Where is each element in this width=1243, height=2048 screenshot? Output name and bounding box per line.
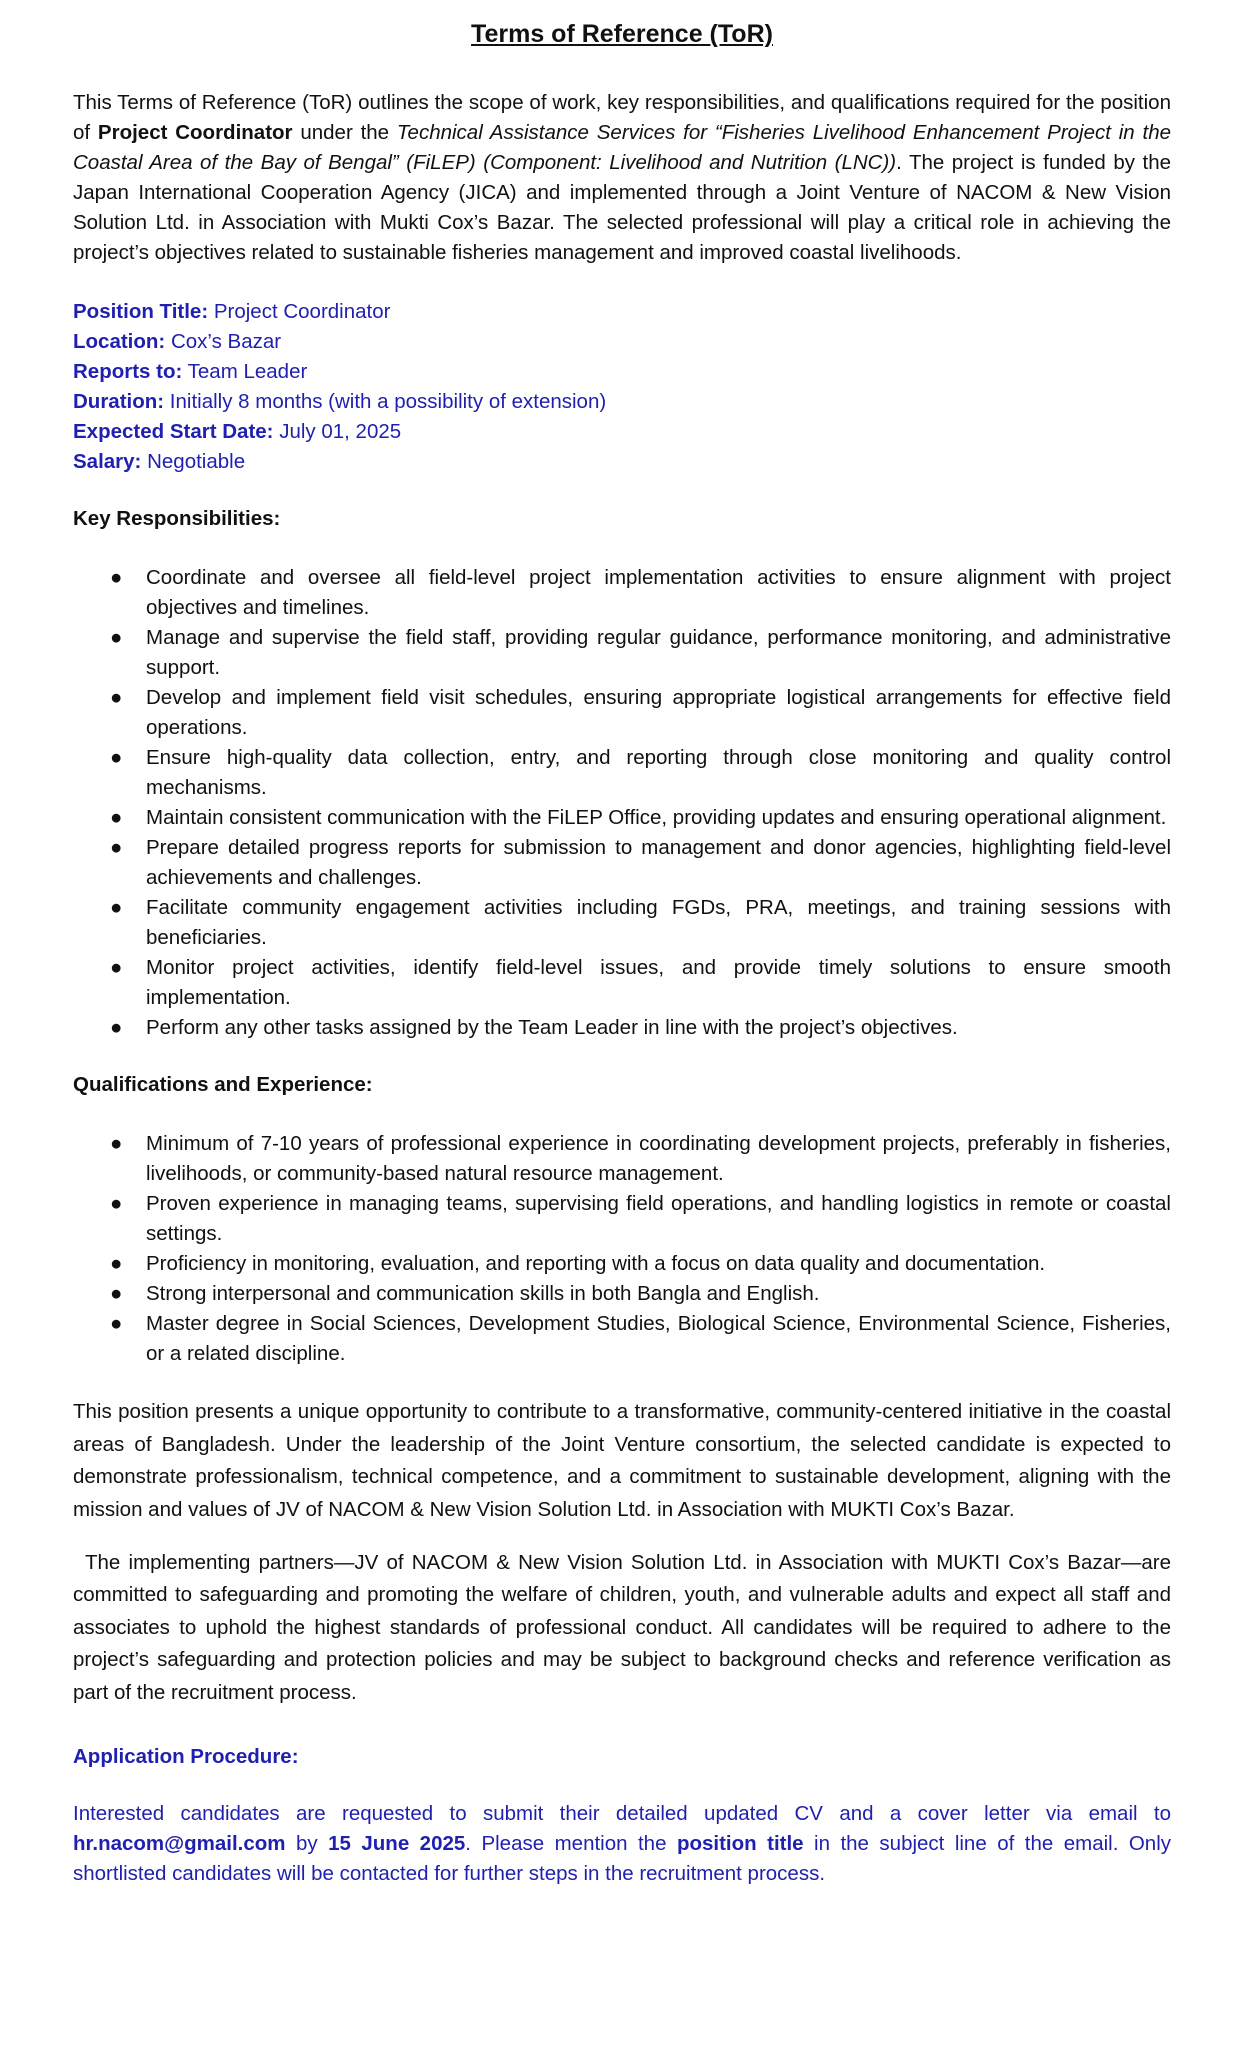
list-item bbox=[73, 623, 1171, 683]
list-item bbox=[73, 803, 1171, 833]
list-item bbox=[73, 1189, 1171, 1249]
intro-project-name: Technical Assistance Services for “Fisheries Livelihood Enhancement Project in the Coastal Area of the Bay of Bengal” (FiLEP) (Component: Livelihood and Nutrition (LNC)) bbox=[73, 121, 1172, 174]
bullet-icon: ● bbox=[110, 566, 123, 589]
intro-text-3: . The project is funded by the Japan International Cooperation Agency (JICA) and implemented through a Joint Venture of NACOM & New Vision Solution Ltd. in Association with Mukti Cox’s Bazar. The selected professional will play a critical role in achieving the project’s objectives related to sustainable fisheries management and improved coastal livelihoods. bbox=[73, 151, 1171, 264]
responsibilities-list bbox=[73, 563, 1171, 1043]
detail-start-date bbox=[73, 417, 1171, 447]
detail-label: Duration: bbox=[73, 390, 165, 413]
qualifications-list bbox=[73, 1129, 1171, 1369]
detail-value: Cox’s Bazar bbox=[165, 330, 282, 353]
application-email-link[interactable]: hr.nacom@gmail.com bbox=[73, 1832, 286, 1855]
detail-label: Salary: bbox=[73, 450, 142, 473]
bullet-icon: ● bbox=[110, 806, 123, 829]
position-details bbox=[73, 297, 1171, 477]
list-item-text: Coordinate and oversee all field-level project implementation activities to ensure alignment with project objectives and timelines. bbox=[146, 566, 1171, 619]
list-item-text: Ensure high-quality data collection, entry, and reporting through close monitoring and quality control mechanisms. bbox=[146, 746, 1171, 799]
closing-paragraph-safeguarding: The implementing partners—JV of NACOM & New Vision Solution Ltd. in Association with MUKTI Cox’s Bazar—are committed to safeguarding and promoting the welfare of children, youth, and vulnerable adults and expect all staff and associates to uphold the highest standards of professional conduct. All candidates will be required to adhere to the project’s safeguarding and protection policies and may be subject to background checks and reference verification as part of the recruitment process. bbox=[73, 1550, 1171, 1704]
bullet-icon: ● bbox=[110, 1016, 123, 1039]
detail-value: Initially 8 months (with a possibility of extension) bbox=[164, 390, 607, 413]
application-text-1: Interested candidates are requested to submit their detailed updated CV and a cover letter via email to bbox=[73, 1802, 1171, 1825]
list-item-text: Strong interpersonal and communication skills in both Bangla and English. bbox=[146, 1282, 820, 1305]
list-item-text: Facilitate community engagement activities including FGDs, PRA, meetings, and training sessions with beneficiaries. bbox=[146, 896, 1171, 949]
list-item bbox=[73, 683, 1171, 743]
detail-value: July 01, 2025 bbox=[273, 420, 402, 443]
detail-reports-to bbox=[73, 357, 1171, 387]
bullet-icon: ● bbox=[110, 746, 123, 769]
document-title: Terms of Reference (ToR) bbox=[471, 20, 773, 48]
list-item bbox=[73, 1249, 1171, 1279]
detail-label: Location: bbox=[73, 330, 166, 353]
list-item-text: Perform any other tasks assigned by the Team Leader in line with the project’s objectives. bbox=[146, 1016, 958, 1039]
detail-value: Negotiable bbox=[141, 450, 246, 473]
list-item-text: Proven experience in managing teams, supervising field operations, and handling logistics in remote or coastal settings. bbox=[146, 1192, 1171, 1245]
bullet-icon: ● bbox=[110, 626, 123, 649]
list-item-text: Maintain consistent communication with the FiLEP Office, providing updates and ensuring operational alignment. bbox=[146, 806, 1167, 829]
detail-salary bbox=[73, 447, 1171, 477]
bullet-icon: ● bbox=[110, 1282, 123, 1305]
detail-value: Team Leader bbox=[182, 360, 308, 383]
intro-text-2: under the bbox=[292, 121, 397, 144]
detail-label: Reports to: bbox=[73, 360, 183, 383]
closing-paragraph-opportunity: This position presents a unique opportunity to contribute to a transformative, community-centered initiative in the coastal areas of Bangladesh. Under the leadership of the Joint Venture consortium, the selected candidate is expected to demonstrate professionalism, technical competence, and a commitment to sustainable development, aligning with the mission and values of JV of NACOM & New Vision Solution Ltd. in Association with MUKTI Cox’s Bazar. bbox=[73, 1400, 1171, 1521]
bullet-icon: ● bbox=[110, 956, 123, 979]
bullet-icon: ● bbox=[110, 836, 123, 859]
bullet-icon: ● bbox=[110, 686, 123, 709]
list-item bbox=[73, 1129, 1171, 1189]
list-item-text: Manage and supervise the field staff, providing regular guidance, performance monitoring, and administrative support. bbox=[146, 626, 1171, 679]
application-text-3: . Please mention the bbox=[465, 1832, 677, 1855]
application-text-2: by bbox=[285, 1832, 329, 1855]
detail-duration bbox=[73, 387, 1171, 417]
detail-label: Position Title: bbox=[73, 300, 209, 323]
detail-label: Expected Start Date: bbox=[73, 420, 274, 443]
list-item bbox=[73, 743, 1171, 803]
list-item-text: Master degree in Social Sciences, Development Studies, Biological Science, Environmental Science, Fisheries, or a related discipline. bbox=[146, 1312, 1171, 1365]
list-item-text: Prepare detailed progress reports for submission to management and donor agencies, highlighting field-level achievements and challenges. bbox=[146, 836, 1171, 889]
detail-position-title bbox=[73, 297, 1171, 327]
intro-position-title: Project Coordinator bbox=[97, 121, 293, 144]
application-position-title: position title bbox=[676, 1832, 804, 1855]
list-item-text: Develop and implement field visit schedules, ensuring appropriate logistical arrangements for effective field operations. bbox=[146, 686, 1171, 739]
bullet-icon: ● bbox=[110, 1132, 123, 1155]
list-item bbox=[73, 1279, 1171, 1309]
list-item bbox=[73, 1309, 1171, 1369]
application-heading: Application Procedure: bbox=[73, 1745, 299, 1768]
detail-location bbox=[73, 327, 1171, 357]
bullet-icon: ● bbox=[110, 1192, 123, 1215]
bullet-icon: ● bbox=[110, 1252, 123, 1275]
list-item bbox=[73, 563, 1171, 623]
list-item-text: Monitor project activities, identify field-level issues, and provide timely solutions to ensure smooth implementation. bbox=[146, 956, 1171, 1009]
qualifications-heading: Qualifications and Experience: bbox=[73, 1073, 373, 1096]
list-item bbox=[73, 833, 1171, 893]
list-item-text: Proficiency in monitoring, evaluation, and reporting with a focus on data quality and documentation. bbox=[146, 1252, 1046, 1275]
bullet-icon: ● bbox=[110, 896, 123, 919]
detail-value: Project Coordinator bbox=[208, 300, 391, 323]
application-text bbox=[73, 1799, 1171, 1889]
list-item bbox=[73, 953, 1171, 1013]
list-item-text: Minimum of 7-10 years of professional experience in coordinating development projects, preferably in fisheries, livelihoods, or community-based natural resource management. bbox=[146, 1132, 1171, 1185]
application-text-4: in the subject line of the email. Only shortlisted candidates will be contacted for further steps in the recruitment process. bbox=[73, 1832, 1172, 1885]
bullet-icon: ● bbox=[110, 1312, 123, 1335]
tor-document bbox=[73, 14, 1171, 1910]
responsibilities-heading: Key Responsibilities: bbox=[73, 507, 281, 530]
list-item bbox=[73, 893, 1171, 953]
intro-text-1: This Terms of Reference (ToR) outlines the scope of work, key responsibilities, and qualifications required for the position of bbox=[73, 91, 1171, 144]
application-deadline: 15 June 2025 bbox=[328, 1832, 466, 1855]
list-item bbox=[73, 1013, 1171, 1043]
intro-paragraph bbox=[73, 88, 1171, 268]
